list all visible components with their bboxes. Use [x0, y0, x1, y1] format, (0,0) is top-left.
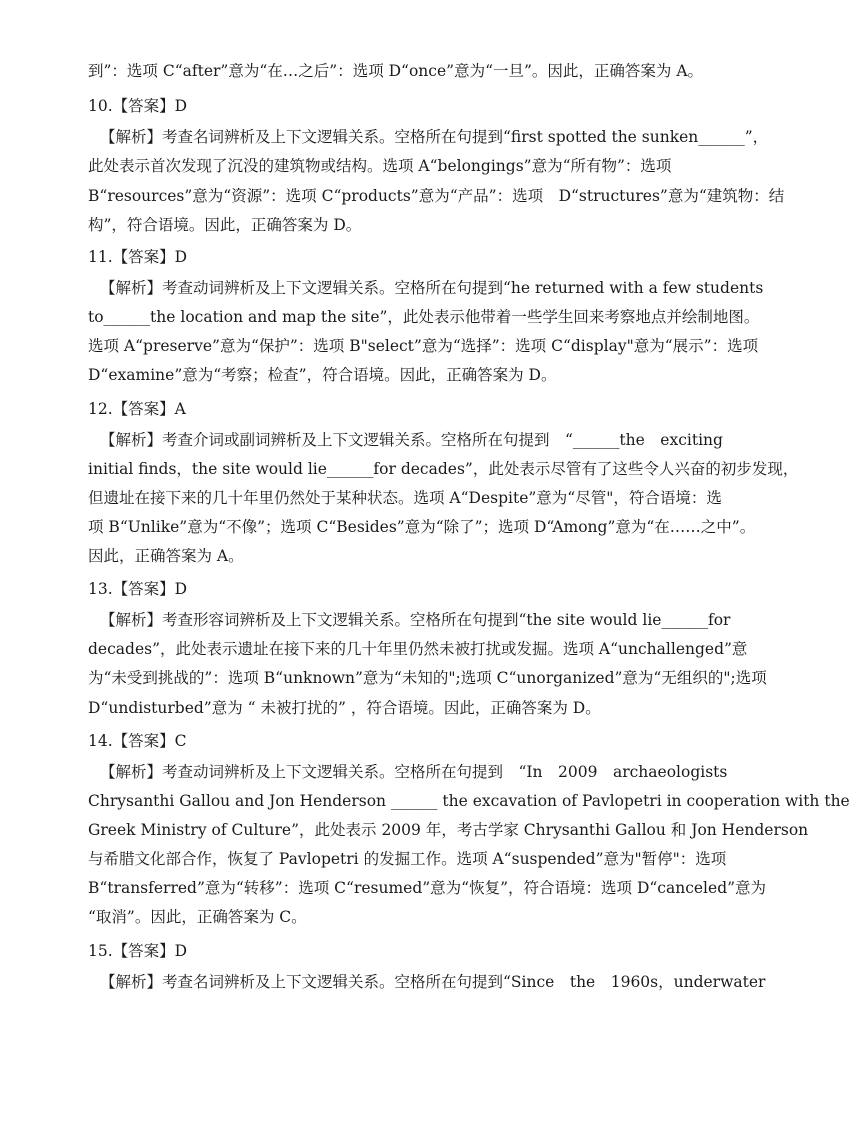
answer-heading-13: 13.【答案】D [88, 580, 188, 598]
analysis-line: 【解析】考查形容词辨析及上下文逻辑关系。空格所在句提到“the site would lie______for [100, 611, 731, 629]
text-line: B“resources”意为“资源”：选项 C“products”意为“产品”：选项 D“structures”意为“建筑物：结 [88, 187, 785, 205]
text-line: Chrysanthi Gallou and Jon Henderson ______ the excavation of Pavlopetri in cooperation with the [88, 792, 850, 810]
answer-heading-11: 11.【答案】D [88, 248, 188, 266]
answer-heading-10: 10.【答案】D [88, 97, 188, 115]
text-line: initial finds，the site would lie______for decades”，此处表示尽管有了这些令人兴奋的初步发现， [88, 460, 799, 478]
analysis-line: 【解析】考查介词或副词辨析及上下文逻辑关系。空格所在句提到 “______the exciting [100, 431, 723, 449]
analysis-line: 【解析】考查名词辨析及上下文逻辑关系。空格所在句提到“first spotted the sunken______”， [100, 128, 769, 146]
answer-heading-15: 15.【答案】D [88, 942, 188, 960]
text-line: D“undisturbed”意为 “ 未被打扰的” ，符合语境。因此，正确答案为 D。 [88, 699, 601, 717]
text-line: to______the location and map the site”，此处表示他带着一些学生回来考察地点并绘制地图。 [88, 308, 760, 326]
text-line: decades”，此处表示遗址在接下来的几十年里仍然未被打扰或发掘。选项 A“unchallenged”意 [88, 640, 748, 658]
text-line: “取消”。因此，正确答案为 C。 [88, 908, 307, 926]
text-line: 选项 A“preserve”意为“保护”：选项 B"select”意为“选择”：选项 C“display"意为“展示”：选项 [88, 337, 759, 355]
text-line: 但遗址在接下来的几十年里仍然处于某种状态。选项 A“Despite”意为“尽管"，符合语境：选 [88, 489, 722, 507]
analysis-line: 【解析】考查动词辨析及上下文逻辑关系。空格所在句提到 “In 2009 archaeologists [100, 763, 728, 781]
answer-heading-12: 12.【答案】A [88, 400, 186, 418]
text-line: Greek Ministry of Culture”，此处表示 2009 年，考古学家 Chrysanthi Gallou 和 Jon Henderson [88, 821, 809, 839]
text-line: B“transferred”意为“转移”：选项 C“resumed”意为“恢复”，符合语境：选项 D“canceled”意为 [88, 879, 767, 897]
analysis-line: 【解析】考查名词辨析及上下文逻辑关系。空格所在句提到“Since the 1960s，underwater [100, 973, 766, 991]
analysis-line: 【解析】考查动词辨析及上下文逻辑关系。空格所在句提到“he returned with a few students [100, 279, 764, 297]
text-line: 此处表示首次发现了沉没的建筑物或结构。选项 A“belongings”意为“所有物”：选项 [88, 157, 672, 175]
text-line: 到”：选项 C“after”意为“在…之后”：选项 D“once”意为“一旦”。因此，正确答案为 A。 [88, 62, 704, 80]
text-line: D“examine”意为“考察；检查”，符合语境。因此，正确答案为 D。 [88, 366, 557, 384]
text-line: 因此，正确答案为 A。 [88, 547, 244, 565]
text-line: 项 B“Unlike”意为“不像”；选项 C“Besides”意为“除了”；选项 D“Among”意为“在……之中”。 [88, 518, 756, 536]
text-line: 为“未受到挑战的”：选项 B“unknown”意为“未知的";选项 C“unorganized”意为“无组织的";选项 [88, 669, 767, 687]
answer-heading-14: 14.【答案】C [88, 732, 187, 750]
text-line: 构”，符合语境。因此，正确答案为 D。 [88, 216, 362, 234]
text-line: 与希腊文化部合作，恢复了 Pavlopetri 的发掘工作。选项 A“suspended”意为"暂停"：选项 [88, 850, 727, 868]
